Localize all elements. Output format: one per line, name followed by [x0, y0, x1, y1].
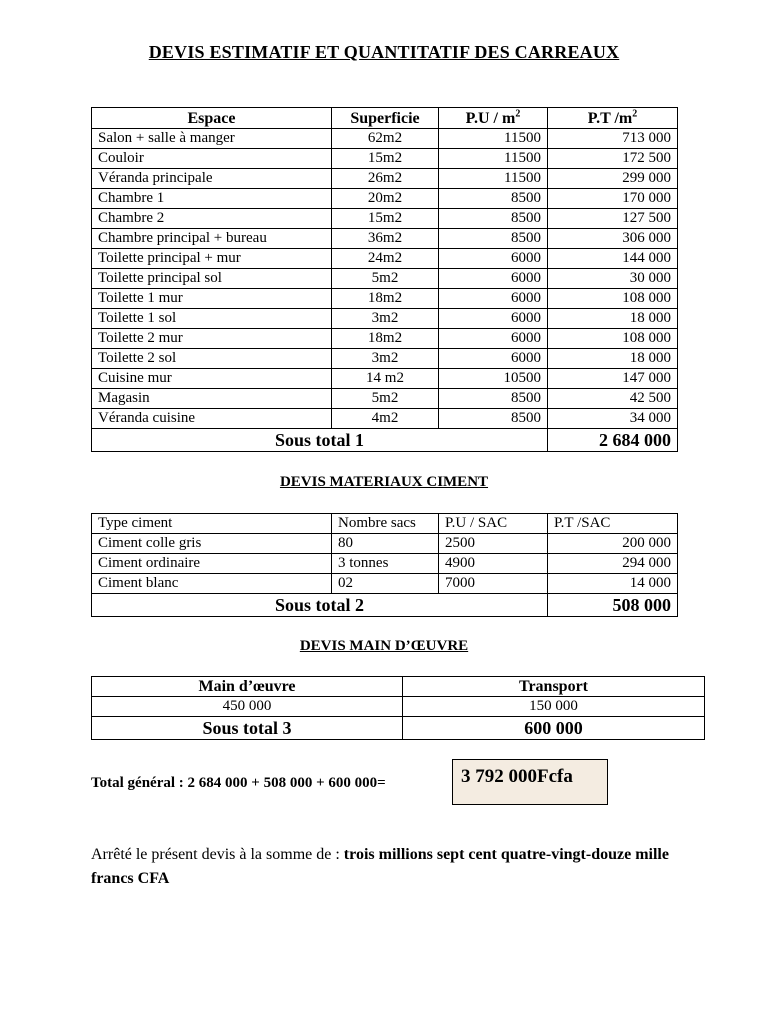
table-row — [92, 269, 678, 289]
table-cell: 294 000 — [548, 554, 678, 574]
table-cell: Ciment ordinaire — [92, 554, 332, 574]
header-type: Type ciment — [92, 514, 332, 534]
table-cell: 14 000 — [548, 574, 678, 594]
total-general-line: Total général : 2 684 000 + 508 000 + 600 000= — [91, 775, 386, 791]
table-cell: Magasin — [92, 389, 332, 409]
subtotal-1-label: Sous total 1 — [92, 429, 548, 452]
table-cell: 6000 — [439, 309, 548, 329]
table-cell: Chambre 2 — [92, 209, 332, 229]
cement-section-title: DEVIS MATERIAUX CIMENT — [279, 474, 489, 490]
table-cell: Couloir — [92, 149, 332, 169]
table-cell: 15m2 — [332, 209, 439, 229]
table-cell: 11500 — [439, 129, 548, 149]
table-cell: 42 500 — [548, 389, 678, 409]
header-nombre: Nombre sacs — [332, 514, 439, 534]
header-espace: Espace — [92, 108, 332, 129]
table-cell: Salon + salle à manger — [92, 129, 332, 149]
table-cell: Toilette principal sol — [92, 269, 332, 289]
table-cell: 6000 — [439, 269, 548, 289]
table-cell: 172 500 — [548, 149, 678, 169]
table-cell: 5m2 — [332, 269, 439, 289]
table-cell: 18 000 — [548, 309, 678, 329]
final-prefix: Arrêté le présent devis à la somme de : — [91, 846, 344, 863]
table-cell: 15m2 — [332, 149, 439, 169]
table-cell: 2500 — [439, 534, 548, 554]
table-cell: 5m2 — [332, 389, 439, 409]
table-row — [92, 534, 678, 554]
labor-section-title: DEVIS MAIN D’ŒUVRE — [299, 638, 469, 654]
table-cell: 02 — [332, 574, 439, 594]
table-cell: 7000 — [439, 574, 548, 594]
labor-header-row — [92, 677, 705, 697]
subtotal-3-row — [92, 717, 705, 740]
table-cell: Toilette 1 sol — [92, 309, 332, 329]
table-cell: Toilette 2 mur — [92, 329, 332, 349]
table-cell: Ciment blanc — [92, 574, 332, 594]
table-row — [92, 249, 678, 269]
table-row — [92, 554, 678, 574]
table-cell: 8500 — [439, 189, 548, 209]
table-cell: 8500 — [439, 229, 548, 249]
table-cell: 144 000 — [548, 249, 678, 269]
table-cell: 713 000 — [548, 129, 678, 149]
table-cell: 8500 — [439, 209, 548, 229]
table-cell: 34 000 — [548, 409, 678, 429]
table-row — [92, 289, 678, 309]
table-row — [92, 189, 678, 209]
table-row — [92, 389, 678, 409]
table-cell: 11500 — [439, 169, 548, 189]
header-superficie: Superficie — [332, 108, 439, 129]
table-row — [92, 309, 678, 329]
table-cell: 3 tonnes — [332, 554, 439, 574]
total-amount-box: 3 792 000Fcfa — [452, 759, 608, 805]
table-cell: 10500 — [439, 369, 548, 389]
table-row — [92, 369, 678, 389]
table-cell: 8500 — [439, 389, 548, 409]
subtotal-2-label: Sous total 2 — [92, 594, 548, 617]
table-cell: Cuisine mur — [92, 369, 332, 389]
header-pt: P.T $/m^2$ — [548, 108, 678, 129]
tiles-header-row — [92, 108, 678, 129]
table-row — [92, 169, 678, 189]
table-row — [92, 129, 678, 149]
table-cell: Véranda principale — [92, 169, 332, 189]
header-pu-sac: P.U / SAC — [439, 514, 548, 534]
table-cell: 3m2 — [332, 309, 439, 329]
table-cell: 108 000 — [548, 289, 678, 309]
cement-table — [91, 513, 678, 617]
table-cell: Ciment colle gris — [92, 534, 332, 554]
table-row — [92, 574, 678, 594]
subtotal-1-value: 2 684 000 — [548, 429, 678, 452]
table-cell: 18m2 — [332, 289, 439, 309]
table-cell: 147 000 — [548, 369, 678, 389]
subtotal-2-row — [92, 594, 678, 617]
table-cell: 6000 — [439, 349, 548, 369]
subtotal-2-value: 508 000 — [548, 594, 678, 617]
table-cell: 14 m2 — [332, 369, 439, 389]
table-cell: 36m2 — [332, 229, 439, 249]
table-cell: 62m2 — [332, 129, 439, 149]
table-row — [92, 409, 678, 429]
table-cell: Toilette 2 sol — [92, 349, 332, 369]
final-amount-words: trois millions sept cent quatre-vingt-douze mille francs CFA — [91, 846, 669, 887]
subtotal-1-row — [92, 429, 678, 452]
header-transport: Transport — [403, 677, 705, 697]
labor-values-row — [92, 697, 705, 717]
table-cell: Véranda cuisine — [92, 409, 332, 429]
table-cell: 4900 — [439, 554, 548, 574]
header-pt-sac: P.T /SAC — [548, 514, 678, 534]
tiles-table — [91, 107, 678, 452]
table-cell: 108 000 — [548, 329, 678, 349]
table-cell: 24m2 — [332, 249, 439, 269]
table-cell: Toilette 1 mur — [92, 289, 332, 309]
table-cell: 170 000 — [548, 189, 678, 209]
table-cell: 200 000 — [548, 534, 678, 554]
table-cell: 11500 — [439, 149, 548, 169]
table-cell: 306 000 — [548, 229, 678, 249]
page-title: DEVIS ESTIMATIF ET QUANTITATIF DES CARREAUX — [148, 42, 620, 62]
header-main-oeuvre: Main d’œuvre — [92, 677, 403, 697]
table-row — [92, 349, 678, 369]
table-cell: 6000 — [439, 329, 548, 349]
table-cell: 6000 — [439, 289, 548, 309]
table-cell: 26m2 — [332, 169, 439, 189]
table-cell: 6000 — [439, 249, 548, 269]
table-cell: Chambre 1 — [92, 189, 332, 209]
transport-value: 150 000 — [403, 697, 705, 717]
final-statement — [91, 843, 681, 891]
table-cell: 18 000 — [548, 349, 678, 369]
labor-table — [91, 676, 705, 740]
table-cell: 18m2 — [332, 329, 439, 349]
table-row — [92, 329, 678, 349]
table-cell: Toilette principal + mur — [92, 249, 332, 269]
table-cell: Chambre principal + bureau — [92, 229, 332, 249]
cement-header-row — [92, 514, 678, 534]
table-cell: 299 000 — [548, 169, 678, 189]
labor-value: 450 000 — [92, 697, 403, 717]
table-cell: 20m2 — [332, 189, 439, 209]
table-cell: 3m2 — [332, 349, 439, 369]
table-row — [92, 209, 678, 229]
table-row — [92, 149, 678, 169]
table-cell: 4m2 — [332, 409, 439, 429]
table-cell: 80 — [332, 534, 439, 554]
table-cell: 127 500 — [548, 209, 678, 229]
header-pu: $P.U / m^2$ — [439, 108, 548, 129]
subtotal-3-value: 600 000 — [403, 717, 705, 740]
subtotal-3-label: Sous total 3 — [92, 717, 403, 740]
table-cell: 30 000 — [548, 269, 678, 289]
table-row — [92, 229, 678, 249]
table-cell: 8500 — [439, 409, 548, 429]
